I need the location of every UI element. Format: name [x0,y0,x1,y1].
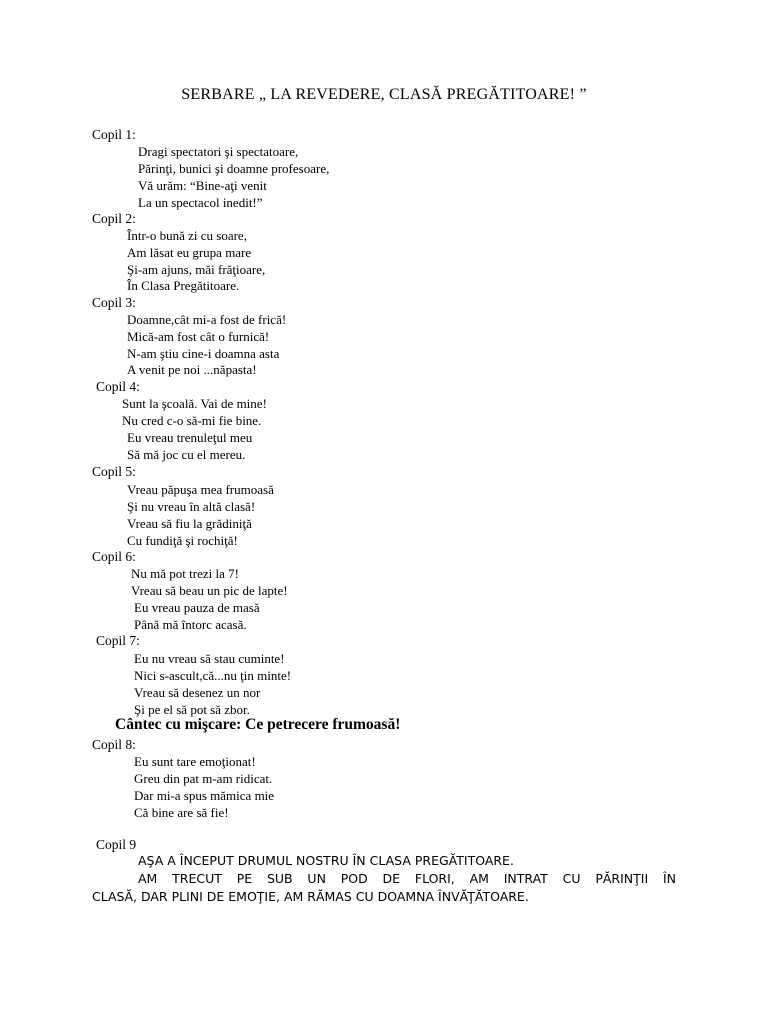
verse-line: Părinţi, bunici şi doamne profesoare, [138,161,330,176]
speaker-label: Copil 7: [96,633,140,648]
closing-line: CLASĂ, DAR PLINI DE EMOŢIE, AM RĂMAS CU DOAMNA ÎNVĂŢĂTOARE. [92,889,529,904]
verse-line: Vreau să beau un pic de lapte! [131,583,288,598]
verse-line: Până mă întorc acasă. [134,617,247,632]
verse-line: Greu din pat m-am ridicat. [134,771,273,786]
verse-line: Dar mi-a spus mămica mie [134,788,275,803]
verse-line: La un spectacol inedit!” [138,195,263,210]
verse-line: A venit pe noi ...năpasta! [127,362,257,377]
verse-line: Şi nu vreau în altă clasă! [127,499,256,514]
speaker-label: Copil 1: [92,127,136,142]
verse-line: Doamne,cât mi-a fost de frică! [127,312,287,327]
verse-line: Că bine are să fie! [134,805,229,820]
verse-line: Nici s-ascult,că...nu ţin minte! [134,668,292,683]
verse-line: Vreau păpuşa mea frumoasă [127,482,274,497]
verse-line: Am lăsat eu grupa mare [127,245,252,260]
verse-line: Nu mă pot trezi la 7! [131,566,239,581]
closing-line: AM TRECUT PE SUB UN POD DE FLORI, AM INTRAT CU PĂRINŢII ÎN [138,871,676,886]
verse-line: N-am ştiu cine-i doamna asta [127,346,280,361]
verse-line: Sunt la şcoală. Vai de mine! [122,396,267,411]
verse-line: Vreau să fiu la grădiniţă [127,516,252,531]
document-title: SERBARE „ LA REVEDERE, CLASĂ PREGĂTITOARE! ” [181,86,587,103]
speaker-label: Copil 6: [92,549,136,564]
closing-line: AŞA A ÎNCEPUT DRUMUL NOSTRU ÎN CLASA PREGĂTITOARE. [138,853,514,868]
speaker-label: Copil 2: [92,211,136,226]
verse-line: Şi pe el să pot să zbor. [134,702,250,717]
verse-line: Dragi spectatori şi spectatoare, [138,144,299,159]
speaker-label: Copil 3: [92,295,136,310]
verse-line: Într-o bună zi cu soare, [127,228,247,243]
verse-line: Mică-am fost cât o furnică! [127,329,270,344]
verse-line: Eu sunt tare emoţionat! [134,754,256,769]
speaker-label: Copil 5: [92,464,136,479]
speaker-label: Copil 4: [96,379,140,394]
verse-line: Să mă joc cu el mereu. [127,447,246,462]
verse-line: Şi-am ajuns, măi frăţioare, [127,262,266,277]
verse-line: Eu vreau pauza de masă [134,600,260,615]
verse-line: Vă urăm: “Bine-aţi venit [138,178,267,193]
song-heading: Cântec cu mişcare: Ce petrecere frumoasă! [115,716,401,733]
verse-line: Eu nu vreau să stau cuminte! [134,651,285,666]
speaker-label: Copil 9 [96,837,137,852]
verse-line: Eu vreau trenuleţul meu [127,430,253,445]
verse-line: Nu cred c-o să-mi fie bine. [122,413,262,428]
verse-line: Cu fundiţă şi rochiţă! [127,533,238,548]
speaker-label: Copil 8: [92,737,136,752]
verse-line: În Clasa Pregătitoare. [127,278,240,293]
verse-line: Vreau să desenez un nor [134,685,261,700]
